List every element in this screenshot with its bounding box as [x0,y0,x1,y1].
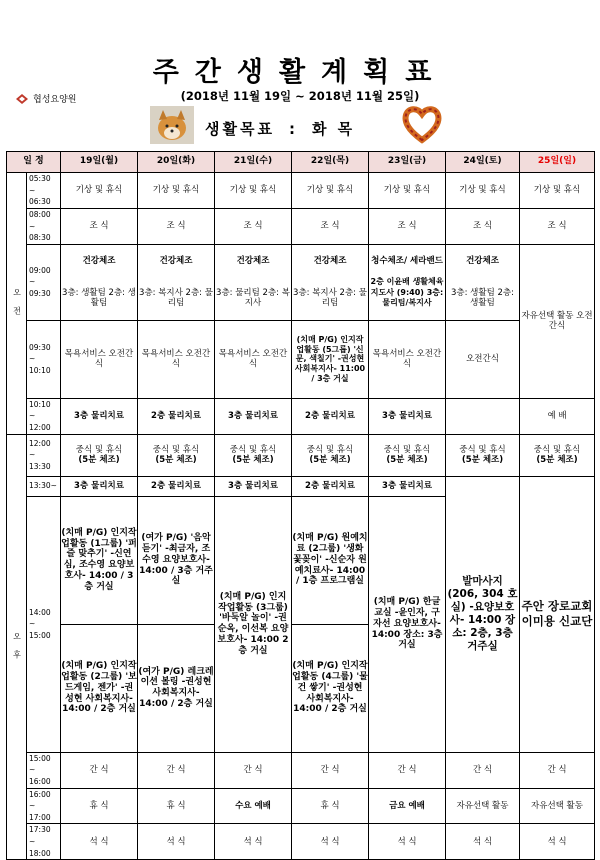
cell-sun [520,434,595,476]
health-staff: 3층: 복지사 2층: 물리팀 [139,287,213,309]
table-row [7,476,595,496]
cell-thu [292,434,369,476]
cell-mon: 3층 물리치료 [61,398,138,434]
lunch-exercise: (5분 체조) [78,455,120,466]
page-title: 주간생활계획표 [152,57,448,88]
exercise-label: 청수체조/ 세라밴드 [371,255,443,266]
cell-thu: 휴 식 [292,788,369,824]
lunch-label: 중식 및 휴식 [152,444,200,455]
cell-mon: 조 식 [61,208,138,244]
program-group-1: (치매 P/G) 인지작업활동 (1그룹) '퍼즐 맞추기' -신연심, 조수영 요양보호사- 14:00 / 3층 거실 [61,497,137,625]
cell-wed: (치매 P/G) 인지작업활동 (3그룹) '바둑알 놀이' -권순옥, 이선복 요양보호사- 14:00 2층 거실 [215,496,292,752]
cell-sat [446,398,520,434]
table-row [7,788,595,824]
cell-mon [61,244,138,320]
table-row [7,398,595,434]
logo-text: 협성요양원 [33,95,77,105]
cell-thu [292,244,369,320]
lunch-exercise: (5분 체조) [155,455,197,466]
day-sat: 24일(토) [446,152,520,173]
cell-tue [138,244,215,320]
cell-mon: 목욕서비스 오전간식 [61,320,138,398]
heart-wreath-icon [402,104,442,144]
cell-thu: 2층 물리치료 [292,398,369,434]
time-cell: 13:30~ [27,476,61,496]
time-cell: 15:00 ~ 16:00 [27,752,61,788]
health-staff: 3층: 생활팀 2층: 생활팀 [62,287,136,309]
time-cell: 16:00 ~ 17:00 [27,788,61,824]
table-row [7,824,595,860]
cell-wed: 수요 예배 [215,788,292,824]
cell-sat: 석 식 [446,824,520,860]
cell-mon: 석 식 [61,824,138,860]
cell-sun: 석 식 [520,824,595,860]
lunch-exercise: (5분 체조) [536,455,578,466]
goal-value: 화 목 [311,120,356,138]
day-fri: 23일(금) [369,152,446,173]
section-am: 오 전 [7,173,27,435]
cell-tue: 석 식 [138,824,215,860]
cell-sat: 오전간식 [446,320,520,398]
exercise-label: 건강체조 [159,255,193,266]
cell-fri: 목욕서비스 오전간식 [369,320,446,398]
time-cell: 09:30 ~ 10:10 [27,320,61,398]
cell-tue: 조 식 [138,208,215,244]
cell-mon: 간 식 [61,752,138,788]
cell-mon: 휴 식 [61,788,138,824]
day-mon: 19일(월) [61,152,138,173]
cell-fri: 금요 예배 [369,788,446,824]
cell-tue: 2층 물리치료 [138,398,215,434]
cell-mon [61,496,138,752]
goal-separator: : [288,120,298,138]
time-cell: 08:00 ~ 08:30 [27,208,61,244]
cell-sat [446,434,520,476]
health-staff: 3층: 생활팀 2층: 생활팀 [450,287,514,309]
health-staff: 3층: 복지사 2층: 물리팀 [293,287,367,309]
cell-mon: 기상 및 휴식 [61,173,138,209]
cell-fri [369,244,446,320]
cell-sun: 자유선택 활동 오전간식 [520,244,595,398]
goal-label: 생활목표 [205,120,275,138]
cell-fri: 간 식 [369,752,446,788]
cell-thu: 간 식 [292,752,369,788]
cell-sat: 자유선택 활동 [446,788,520,824]
time-cell: 05:30 ~ 06:30 [27,173,61,209]
time-cell: 12:00 ~ 13:30 [27,434,61,476]
cell-sat: 기상 및 휴식 [446,173,520,209]
cell-sat: 조 식 [446,208,520,244]
dog-icon [150,106,194,144]
cell-tue: 목욕서비스 오전간식 [138,320,215,398]
program-group-1: (치매 P/G) 원예치료 (2그룹) '생화 꽃꽂이' -신순자 원예치료사- 14:00 / 1층 프로그램실 [292,497,368,625]
cell-mon [61,434,138,476]
cell-sun: 주안 장로교회 이미용 신교단 [520,476,595,752]
cell-wed [215,434,292,476]
cell-thu: 2층 물리치료 [292,476,369,496]
lunch-label: 중식 및 휴식 [229,444,277,455]
cell-mon: 3층 물리치료 [61,476,138,496]
period: (2018년 11월 19일 ~ 2018년 11월 25일) [180,89,420,103]
cell-thu: 기상 및 휴식 [292,173,369,209]
cell-tue [138,434,215,476]
section-pm: 오 후 [7,434,27,860]
day-tue: 20일(화) [138,152,215,173]
table-row [7,434,595,476]
exercise-label: 건강체조 [236,255,270,266]
table-row [7,208,595,244]
cell-sat: 간 식 [446,752,520,788]
health-staff: 3층: 물리팀 2층: 복지사 [216,287,290,309]
cell-sun: 조 식 [520,208,595,244]
lunch-label: 중식 및 휴식 [306,444,354,455]
table-row [7,244,595,320]
cell-fri: 석 식 [369,824,446,860]
table-row [7,752,595,788]
health-staff: 2층 이윤배 생활체육지도사 (9:40) 3층: 물리팀/복지사 [370,276,444,308]
header-row [7,152,595,173]
lunch-label: 중식 및 휴식 [459,444,506,455]
cell-sun: 기상 및 휴식 [520,173,595,209]
cell-fri: 조 식 [369,208,446,244]
cell-wed [215,244,292,320]
lunch-exercise: (5분 체조) [309,455,351,466]
cell-wed: 3층 물리치료 [215,476,292,496]
cell-tue [138,496,215,752]
cell-fri: 3층 물리치료 [369,398,446,434]
time-cell: 10:10 ~ 12:00 [27,398,61,434]
cell-sun: 간 식 [520,752,595,788]
exercise-label: 건강체조 [82,255,116,266]
cell-tue: 2층 물리치료 [138,476,215,496]
lunch-label: 중식 및 휴식 [383,444,431,455]
lunch-label: 중식 및 휴식 [75,444,123,455]
weekly-schedule-table [6,151,595,860]
lunch-exercise: (5분 체조) [232,455,274,466]
cell-fri: (치매 P/G) 한글 교실 -윤인자, 구자선 요양보호사- 14:00 장소: 3층 거실 [369,496,446,752]
cell-sat: 발마사지 (206, 304 호실) -요양보호사- 14:00 장소: 2층, 3층 거주실 [446,476,520,752]
cell-thu: 조 식 [292,208,369,244]
table-row [7,173,595,209]
lunch-exercise: (5분 체조) [386,455,428,466]
program-group-1: (여가 P/G) '음악 듣기' -최금자, 조수영 요양보호사- 14:00 / 3층 거주실 [138,497,214,625]
exercise-label: 건강체조 [313,255,347,266]
time-cell: 09:00 ~ 09:30 [27,244,61,320]
table-row [7,320,595,398]
program-group-2: (여가 P/G) 레크레이션 볼링 -권성현 사회복지사- 14:00 / 2층 거실 [138,666,214,709]
cell-tue: 기상 및 휴식 [138,173,215,209]
goal [205,118,355,139]
time-cell: 14:00 ~ 15:00 [27,496,61,752]
cell-wed: 기상 및 휴식 [215,173,292,209]
cell-fri: 기상 및 휴식 [369,173,446,209]
cell-fri [369,434,446,476]
program-group-2: (치매 P/G) 인지작업활동 (2그룹) '보드게임, 젠가' -권성현 사회복지사- 14:00 / 2층 거실 [61,661,137,715]
day-sun: 25일(일) [520,152,595,173]
cell-wed: 3층 물리치료 [215,398,292,434]
cell-tue: 휴 식 [138,788,215,824]
cell-thu: 석 식 [292,824,369,860]
lunch-label: 중식 및 휴식 [533,444,581,455]
cell-sun: 자유선택 활동 [520,788,595,824]
cell-wed: 조 식 [215,208,292,244]
cell-wed: 석 식 [215,824,292,860]
cell-wed: 간 식 [215,752,292,788]
cell-fri: 3층 물리치료 [369,476,446,496]
cell-thu: (치매 P/G) 인지작업활동 (5그룹) '신문, 색칠기' -권성현 사회복지사- 11:00 / 3층 거실 [292,320,369,398]
lunch-exercise: (5분 체조) [461,455,504,466]
schedule-label: 일 정 [7,152,61,173]
cell-thu [292,496,369,752]
cell-wed: 목욕서비스 오전간식 [215,320,292,398]
cell-sun: 예 배 [520,398,595,434]
exercise-label: 건강체조 [466,255,499,266]
time-cell: 17:30 ~ 18:00 [27,824,61,860]
day-wed: 21일(수) [215,152,292,173]
day-thu: 22일(목) [292,152,369,173]
program-group-2: (치매 P/G) 인지작업활동 (4그룹) '물건 쌓기' -권성현 사회복지사- 14:00 / 2층 거실 [292,661,368,715]
cell-tue: 간 식 [138,752,215,788]
cell-sat [446,244,520,320]
